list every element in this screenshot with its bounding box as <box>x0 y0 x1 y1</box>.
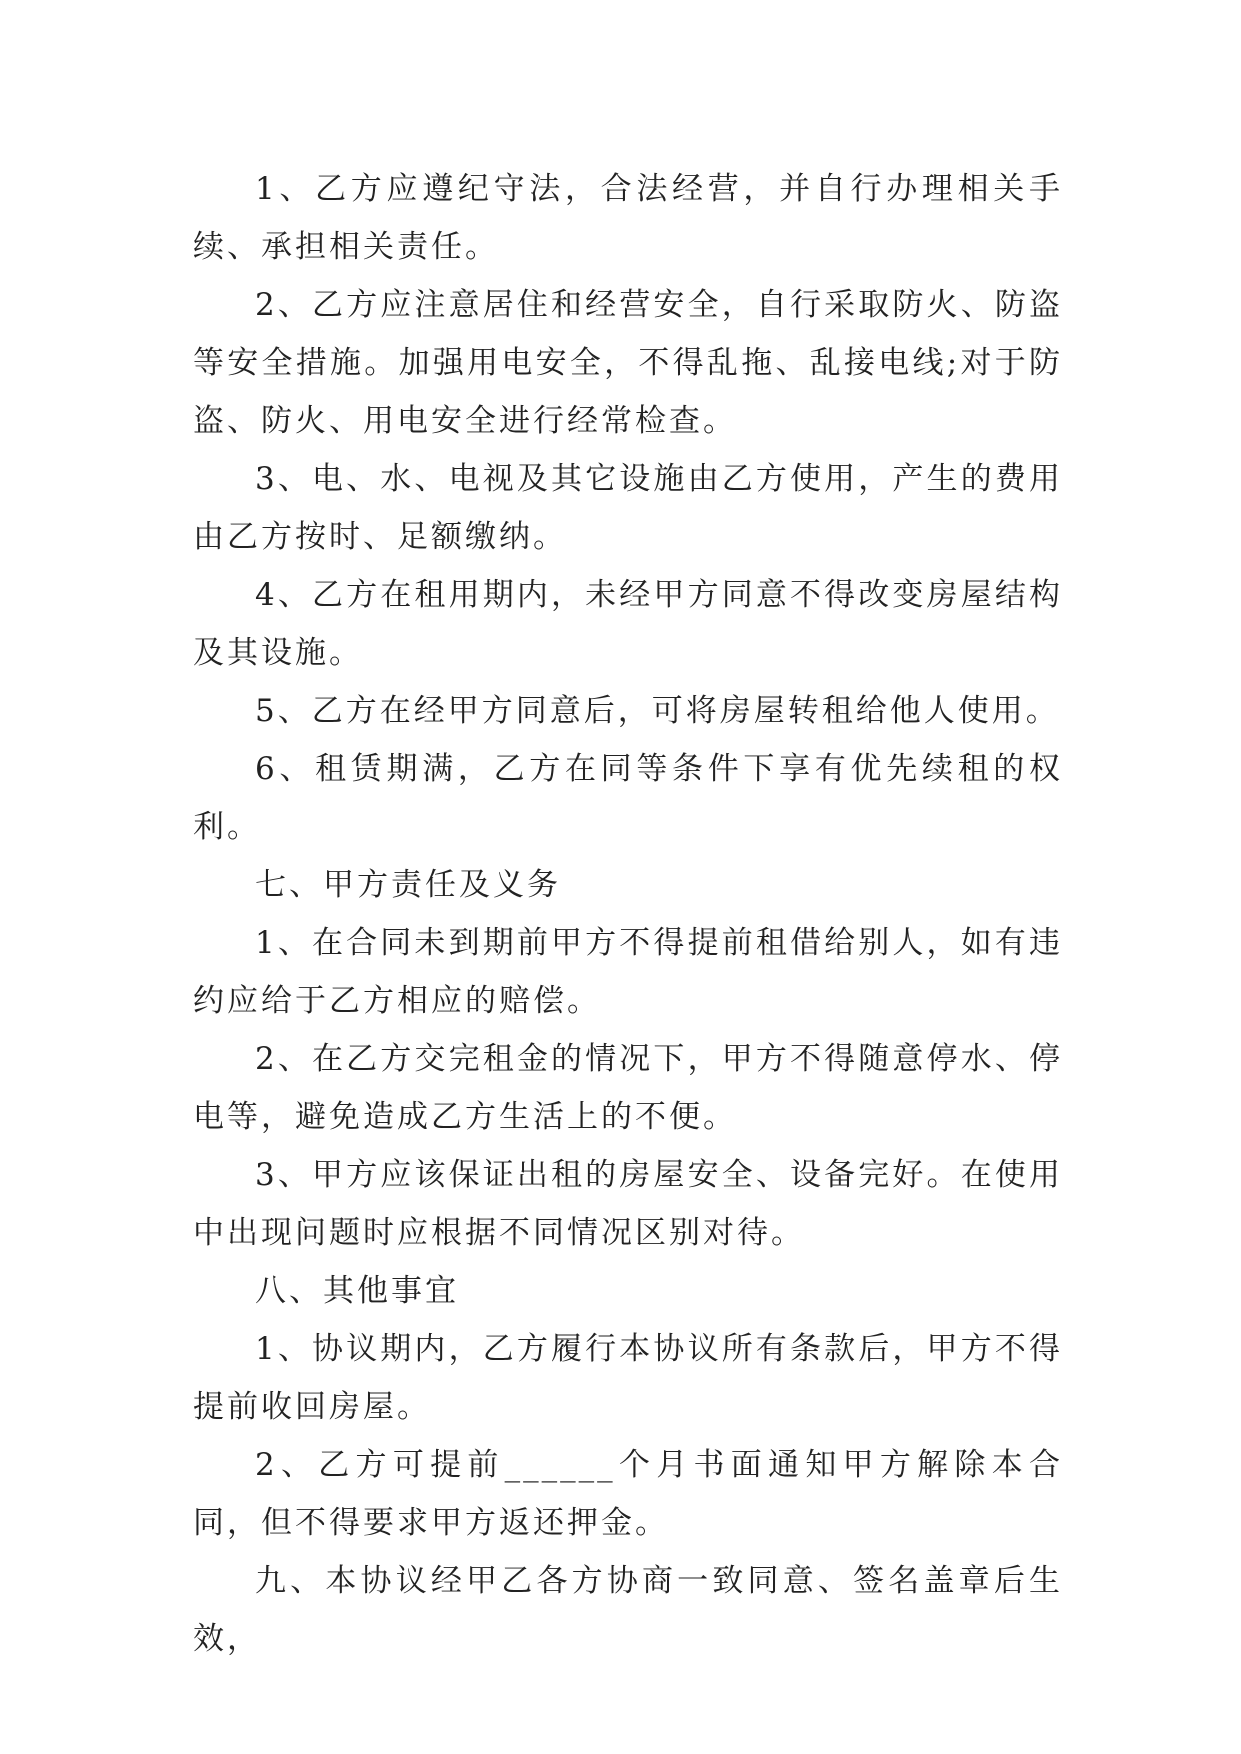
paragraph-7-2: 2、在乙方交完租金的情况下，甲方不得随意停水、停电等，避免造成乙方生活上的不便。 <box>193 1041 1063 1135</box>
paragraph-6: 6、租赁期满，乙方在同等条件下享有优先续租的权利。 <box>193 751 1063 845</box>
section-heading-9: 九、本协议经甲乙各方协商一致同意、签名盖章后生效， <box>193 1563 1063 1657</box>
paragraph-7-3: 3、甲方应该保证出租的房屋安全、设备完好。在使用中出现问题时应根据不同情况区别对待。 <box>193 1157 1063 1251</box>
section-heading-7: 七、甲方责任及义务 <box>255 867 561 903</box>
section-heading-8: 八、其他事宜 <box>255 1273 459 1309</box>
paragraph-8-1: 1、协议期内，乙方履行本协议所有条款后，甲方不得提前收回房屋。 <box>193 1331 1063 1425</box>
document-body <box>193 160 1063 1668</box>
paragraph-3: 3、电、水、电视及其它设施由乙方使用，产生的费用由乙方按时、足额缴纳。 <box>193 461 1063 555</box>
paragraph-8-2: 2、乙方可提前______个月书面通知甲方解除本合同，但不得要求甲方返还押金。 <box>193 1447 1063 1541</box>
paragraph-2: 2、乙方应注意居住和经营安全，自行采取防火、防盗等安全措施。加强用电安全，不得乱拖、乱接电线;对于防盗、防火、用电安全进行经常检查。 <box>193 287 1063 439</box>
paragraph-1: 1、乙方应遵纪守法，合法经营，并自行办理相关手续、承担相关责任。 <box>193 171 1063 265</box>
paragraph-5: 5、乙方在经甲方同意后，可将房屋转租给他人使用。 <box>255 693 1060 729</box>
paragraph-7-1: 1、在合同未到期前甲方不得提前租借给别人，如有违约应给于乙方相应的赔偿。 <box>193 925 1063 1019</box>
paragraph-4: 4、乙方在租用期内，未经甲方同意不得改变房屋结构及其设施。 <box>193 577 1063 671</box>
